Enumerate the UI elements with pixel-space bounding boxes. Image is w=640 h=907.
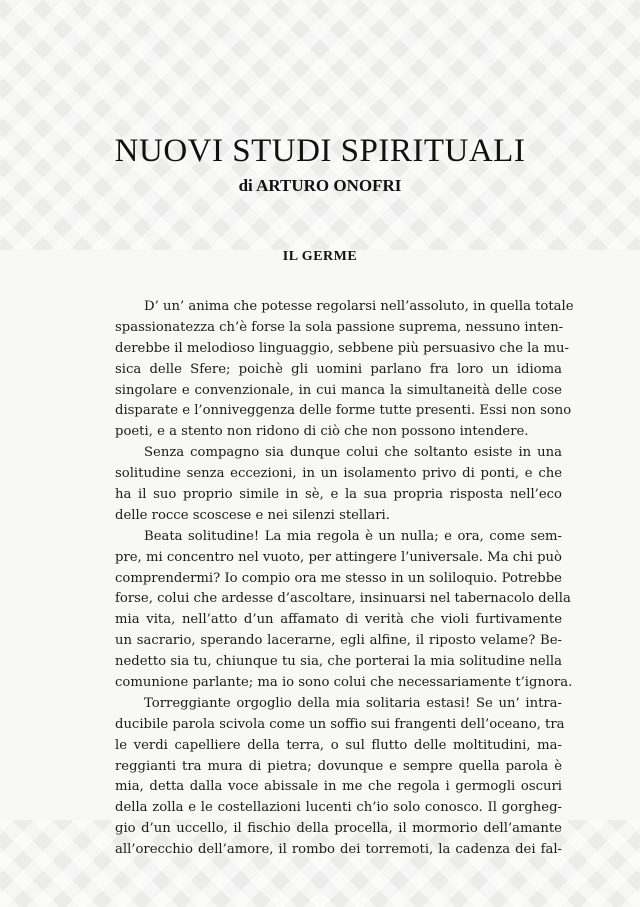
- text-line: le verdi capelliere della terra, o sul flutto delle moltitudini, ma-: [115, 737, 562, 753]
- text-line: sica delle Sfere; poichè gli uomini parlano fra loro un idioma: [115, 361, 562, 377]
- text-line: ducibile parola scivola come un soffio sui frangenti dell’oceano, tra: [115, 716, 565, 732]
- text-line: all’orecchio dell’amore, il rombo dei torremoti, la cadenza dei fal-: [115, 842, 562, 858]
- text-line: comunione parlante; ma io sono colui che necessariamente t’ignora.: [115, 675, 573, 691]
- text-line: pre, mi concentro nel vuoto, per attingere l’universale. Ma chi può: [115, 549, 562, 565]
- text-line: gio d’un uccello, il fischio della procella, il mormorio dell’amante: [115, 821, 562, 837]
- text-line: nedetto sia tu, chiunque tu sia, che porterai la mia solitudine nella: [115, 654, 562, 670]
- text-line: D’ un’ anima che potesse regolarsi nell’assoluto, in quella totale: [144, 299, 574, 314]
- body-text: [115, 297, 574, 861]
- text-line: solitudine senza eccezioni, in un isolamento privo di ponti, e che: [115, 466, 562, 482]
- text-line: derebbe il melodioso linguaggio, sebbene più persuasivo che la mu-: [115, 340, 569, 356]
- text-line: forse, colui che ardesse d’ascoltare, insinuarsi nel tabernacolo della: [115, 591, 571, 607]
- text-line: mia, detta dalla voce abissale in me che regola i germogli oscuri: [115, 779, 562, 795]
- text-line: reggianti tra mura di pietra; dovunque e sempre quella parola è: [115, 758, 562, 774]
- text-line: spassionatezza ch’è forse la sola passione suprema, nessuno inten-: [115, 319, 564, 335]
- article-title: NUOVI STUDI SPIRITUALI: [114, 133, 526, 169]
- text-line: disparate e l’onniveggenza delle forme tutte presenti. Essi non sono: [115, 403, 572, 419]
- text-line: Beata solitudine! La mia regola è un nulla; e ora, come sem-: [144, 528, 562, 544]
- text-line: Torreggiante orgoglio della mia solitaria estasi! Se un’ intra-: [144, 695, 562, 711]
- text-line: ha il suo proprio simile in sè, e la sua propria risposta nell’eco: [115, 487, 562, 503]
- author-byline: di ARTURO ONOFRI: [238, 176, 402, 195]
- section-heading: IL GERME: [282, 249, 358, 264]
- text-line: mia vita, nell’atto d’un affamato di verità che violi furtivamente: [115, 612, 562, 628]
- text-line: comprendermi? Io compio ora me stesso in un soliloquio. Potrebbe: [115, 570, 562, 586]
- text-line: della zolla e le costellazioni lucenti ch’io solo conosco. Il gorgheg-: [115, 800, 562, 816]
- text-line: un sacrario, sperando lacerarne, egli alfine, il riposto velame? Be-: [115, 633, 562, 649]
- text-line: Senza compagno sia dunque colui che soltanto esiste in una: [144, 445, 562, 461]
- text-line: poeti, e a stento non ridono di ciò che non possono intendere.: [115, 424, 529, 440]
- text-line: singolare e convenzionale, in cui manca la simultaneità delle cose: [115, 382, 562, 398]
- text-line: delle rocce scoscese e nei silenzi stellari.: [115, 507, 390, 523]
